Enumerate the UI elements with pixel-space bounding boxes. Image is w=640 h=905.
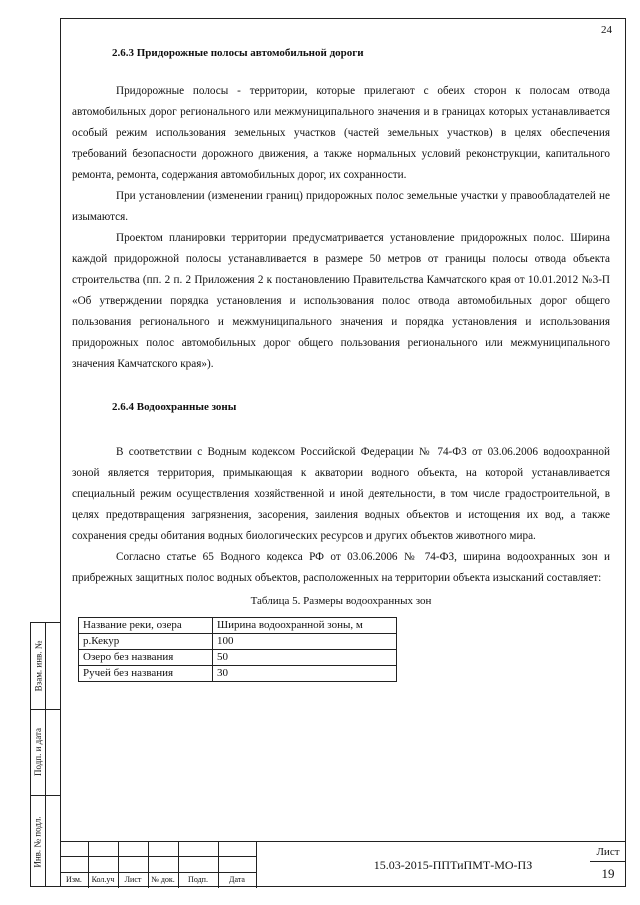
side-stamp-label: Подп. и дата	[33, 727, 43, 777]
table-caption: Таблица 5. Размеры водоохранных зон	[250, 595, 432, 607]
section-heading-2-6-3: 2.6.3 Придорожные полосы автомобильной дороги	[112, 47, 364, 59]
paragraph: Придорожные полосы - территории, которые прилегают с обеих сторон к полосам отвода автомобильных дорог регионального или межмуниципального значения и в границах которых устанавливается особый режим использования земельных участков (частей земельных участков) в целях обеспечения требований безопасности дорожного движения, а также нормальных условий реконструкции, капитального ремонта, ремонта, содержания автомобильных дорог, их сохранности.	[72, 85, 610, 181]
table-cell: 50	[213, 650, 397, 666]
document-body	[72, 40, 610, 682]
table-cell: Озеро без названия	[79, 650, 213, 666]
document-code: 15.03-2015-ППТиПМТ-МО-ПЗ	[256, 842, 640, 888]
column-label-sheet: Лист	[124, 875, 142, 884]
side-stamp	[30, 622, 60, 887]
page-number: 24	[601, 24, 612, 36]
table-cell: 30	[213, 666, 397, 682]
column-label-doc-number: № док.	[151, 875, 175, 884]
column-label-date: Дата	[229, 875, 245, 884]
table-cell: р.Кекур	[79, 634, 213, 650]
sheet-label: Лист	[596, 846, 620, 858]
sheet-number: 19	[601, 866, 615, 881]
column-label-signature: Подп.	[188, 875, 208, 884]
paragraph: Проектом планировки территории предусматривается установление придорожных полос. Ширина каждой придорожной полосы устанавливается в размере 50 метров от границы полосы отвода объекта строительства (пп. 2 п. 2 Приложения 2 к постановлению Правительства Камчатского края от 10.01.2012 №3-П «Об утверждении порядка установления и использования полос отвода автомобильных дорог общего пользования регионального и межмуниципального значения и порядка установления и использования придорожных полос автомобильных дорог общего пользования регионального или межмуниципального значения Камчатского края»).	[72, 232, 610, 370]
table-cell: Ручей без названия	[79, 666, 213, 682]
section-heading-2-6-4: 2.6.4 Водоохранные зоны	[112, 401, 237, 413]
table-row	[79, 634, 397, 650]
table-row	[79, 650, 397, 666]
water-protection-table	[78, 617, 397, 682]
sheet-cell	[590, 842, 626, 888]
paragraph: В соответствии с Водным кодексом Российской Федерации № 74-ФЗ от 03.06.2006 водоохранной зоной является территория, примыкающая к акватории водного объекта, на которой устанавливается специальный режим осуществления хозяйственной и иной деятельности, в том числе градостроительной, в целях предотвращения загрязнения, засорения, заиления водных объектов и истощения их вод, а также сохранения среды обитания водных биологических ресурсов и других объектов животного мира.	[72, 446, 610, 542]
column-label-change: Изм.	[66, 875, 82, 884]
table-header-row	[79, 618, 397, 634]
side-stamp-label: Инв. № подл.	[33, 815, 43, 868]
paragraph: При установлении (изменении границ) придорожных полос земельные участки у правообладателей не изымаются.	[72, 190, 610, 223]
title-block	[60, 841, 626, 888]
title-block-grid	[60, 842, 256, 888]
column-label-count: Кол.уч	[91, 875, 115, 884]
table-header: Ширина водоохранной зоны, м	[213, 618, 397, 634]
paragraph: Согласно статье 65 Водного кодекса РФ от 03.06.2006 № 74-ФЗ, ширина водоохранных зон и прибрежных защитных полос водных объектов, расположенных на территории объекта изысканий составляет:	[72, 551, 610, 584]
table-row	[79, 666, 397, 682]
side-stamp-label: Взам. инв. №	[33, 640, 43, 692]
table-cell: 100	[213, 634, 397, 650]
table-header: Название реки, озера	[79, 618, 213, 634]
